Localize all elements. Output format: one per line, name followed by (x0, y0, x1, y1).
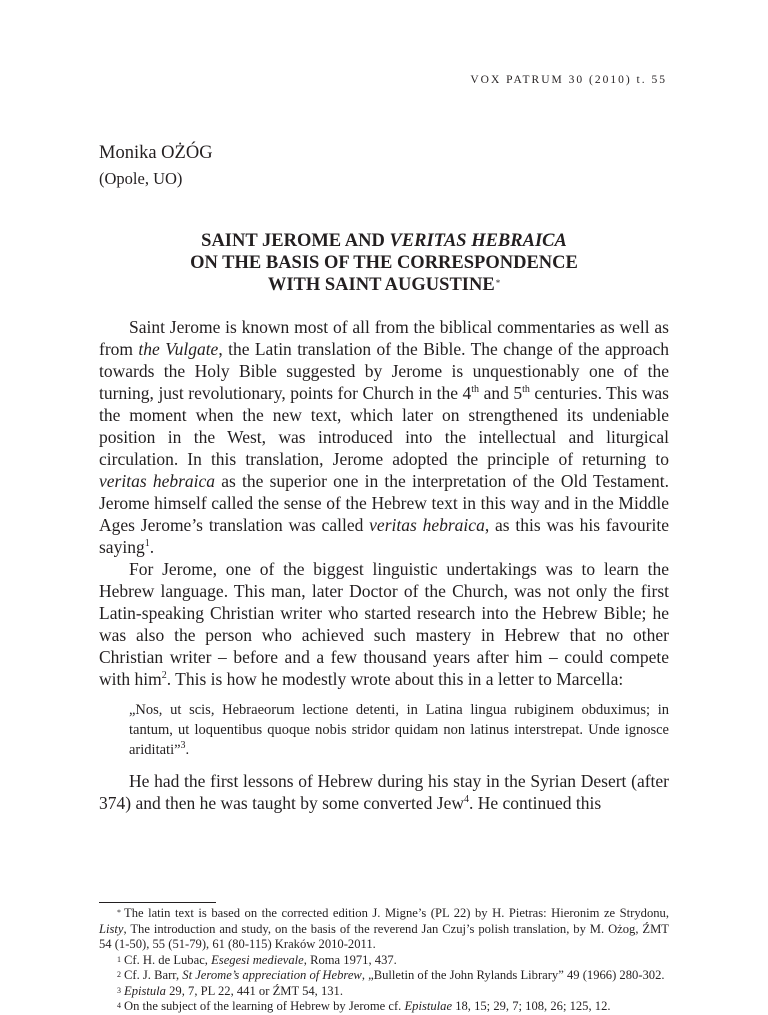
footnote-mark: 3 (117, 985, 121, 995)
block-quote (129, 700, 669, 760)
title-text: WITH SAINT AUGUSTINE (267, 275, 495, 295)
title-text: SAINT JEROME AND (201, 231, 390, 251)
footnotes (99, 906, 669, 1015)
footnote-ref: 4 (463, 794, 469, 806)
footnote-3 (99, 984, 669, 1000)
text-run: . This is how he modestly wrote about this in a letter to Marcella: (166, 669, 624, 689)
text-run: , „Bulletin of the John Rylands Library” 49 (1966) 280-302. (361, 968, 665, 982)
text-run: „Nos, ut scis, Hebraeorum lectione detenti, in Latina lingua rubiginem obduximus; in tantum, ut loquentibus quoque nobis stridor quidam non latinus interstrepat. Unde ignosce ariditati” (129, 702, 669, 758)
footnote-4 (99, 999, 669, 1015)
text-run: Cf. H. de Lubac, (124, 952, 212, 967)
text-run: . He continued this (468, 793, 602, 813)
author-name: Monika OŻÓG (99, 143, 213, 163)
article-title (99, 230, 669, 296)
text-run: , the Latin translation of the Bible. The change of the approach towards the Holy Bible suggested by Jerome is unquestionably one of the turning, just revolutionary, points for Church in the 4 (99, 339, 669, 403)
text-run: centuries. This was the moment when the new text, which later on strengthened its undeniable position in the West, was introduced into the intellectual and liturgical circulation. In this translation, Jerome adopted the principle of returning to (99, 383, 669, 469)
text-run: He had the first lessons of Hebrew during his stay in the Syrian Desert (after 374) and then he was taught by some converted Jew (99, 771, 669, 813)
article-body (99, 316, 669, 814)
text-run: 29, 7, PL 22, 441 or ŹMT 54, 131. (165, 983, 343, 998)
title-line-3 (99, 274, 669, 296)
footnote-mark: 2 (117, 970, 121, 979)
footnote-ref: 1 (144, 538, 150, 550)
paragraph-1 (99, 316, 669, 558)
footnote-mark: 4 (117, 1001, 121, 1010)
text-run: . (149, 537, 155, 557)
text-run: , The introduction and study, on the basis of the reverend Jan Czuj’s polish translation, by M. Ożog, ŹMT 54 (1-50), 55 (51-79), 61 (80-115) Kraków 2010-2011. (99, 921, 669, 951)
footnote-ref: 2 (161, 670, 167, 682)
title-line-1 (99, 230, 669, 252)
text-run: as the superior one in the interpretation of the Old Testament. Jerome himself called the sense of the Hebrew text in this way and in the Middle Ages Jerome’s translation was called (99, 471, 669, 535)
footnote-mark: * (117, 908, 121, 917)
ordinal-suffix: th (471, 384, 480, 396)
title-italic: VERITAS HEBRAICA (389, 231, 567, 251)
footnote-2 (99, 968, 669, 984)
italic-run: Epistulae (404, 999, 453, 1013)
text-run: The latin text is based on the corrected edition J. Migne’s (PL 22) by H. Pietras: Hieronim ze Strydonu, (124, 906, 669, 920)
text-run: Cf. J. Barr, (124, 968, 183, 982)
author-affiliation: (Opole, UO) (99, 169, 183, 188)
italic-run: Epistula (124, 983, 166, 998)
footnote-star (99, 906, 669, 953)
text-run: , Roma 1971, 437. (303, 952, 397, 967)
text-run: On the subject of the learning of Hebrew by Jerome cf. (124, 999, 405, 1013)
text-run: For Jerome, one of the biggest linguistic undertakings was to learn the Hebrew language. This man, later Doctor of the Church, was not only the first Latin-speaking Christian writer who started research into the Hebrew Bible; he was also the person who achieved such mastery in Hebrew that no other Christian writer – before and a few thousand years after him – could compete with him (99, 559, 669, 689)
text-run: Saint Jerome is known most of all from the biblical commentaries as well as from (99, 317, 669, 359)
italic-run: the Vulgate (138, 339, 219, 359)
paragraph-3 (99, 770, 669, 814)
footnote-divider (99, 902, 216, 903)
footnote-ref: 3 (180, 740, 186, 752)
text-run: . (185, 742, 190, 758)
italic-run: St Jerome’s appreciation of Hebrew (182, 968, 362, 982)
text-run: 18, 15; 29, 7; 108, 26; 125, 12. (452, 999, 611, 1013)
title-footnote-mark: * (495, 278, 501, 288)
italic-run: veritas hebraica (99, 471, 216, 491)
footnote-mark: 1 (117, 954, 121, 964)
title-line-2: ON THE BASIS OF THE CORRESPONDENCE (190, 253, 578, 273)
ordinal-suffix: th (522, 384, 530, 396)
italic-run: veritas hebraica (369, 515, 485, 535)
text-run: , as this was his favourite saying (99, 515, 669, 557)
italic-run: Listy (99, 921, 124, 936)
running-head: VOX PATRUM 30 (2010) t. 55 (470, 74, 667, 86)
footnote-1 (99, 953, 669, 969)
paragraph-2 (99, 558, 669, 690)
text-run: and 5 (479, 383, 523, 403)
italic-run: Esegesi medievale (211, 952, 304, 967)
